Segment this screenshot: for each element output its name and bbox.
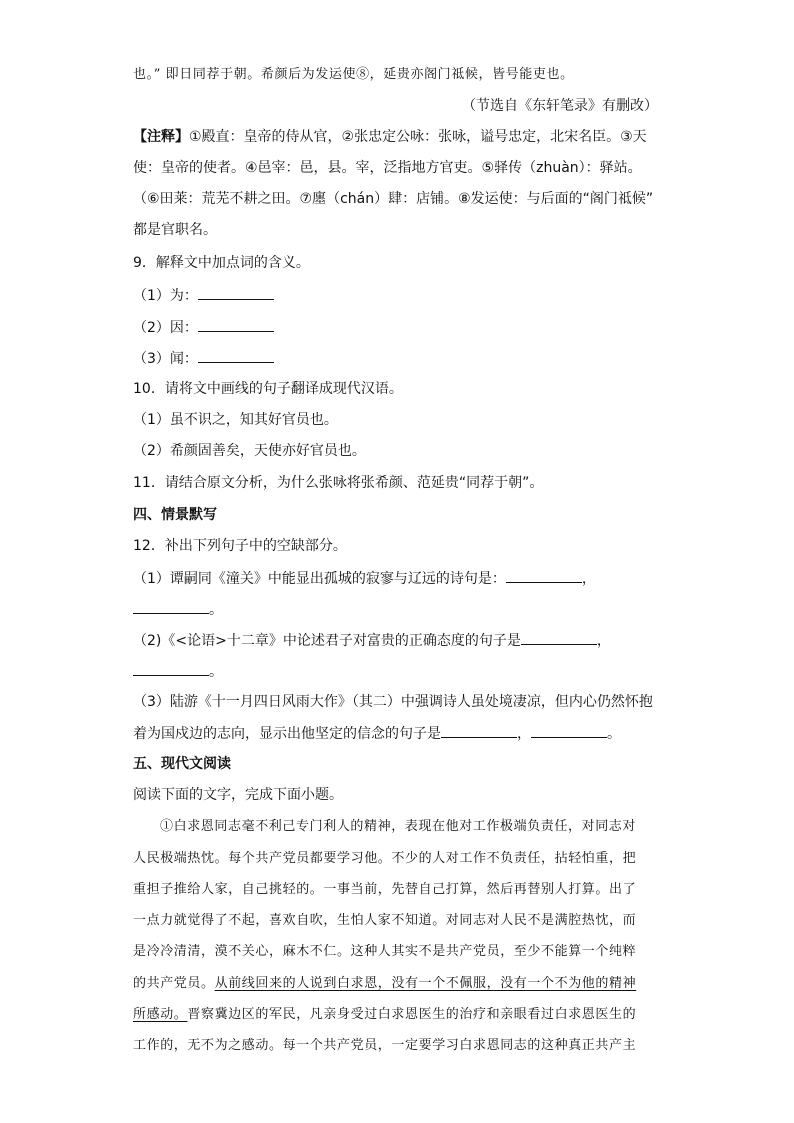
q12-2-comma: ， xyxy=(596,633,611,649)
notes-line-1 xyxy=(133,127,647,147)
q10-stem: 10．请将文中画线的句子翻译成现代汉语。 xyxy=(133,381,403,397)
passage-line-2: 人民极端热忱。每个共产党员都要学习他。不少的人对工作不负责任，拈轻怕重，把 xyxy=(133,851,637,866)
q9-stem: 9．解释文中加点词的含义。 xyxy=(133,255,310,271)
passage-line-5: 是冷冷清清，漠不关心，麻木不仁。这种人其实不是共产党员，至少不能算一个纯粹 xyxy=(133,944,637,959)
notes-text-1: ①殿直：皇帝的侍从官，②张忠定公咏：张咏，谥号忠定，北宋名臣。③天 xyxy=(189,129,647,145)
q9-item-1 xyxy=(133,285,274,305)
q12-3-blank-b[interactable] xyxy=(531,723,607,738)
passage-tail-line: 也。” 即日同荐于朝。希颜后为发运使⑧，延贵亦阁门祗候，皆号能吏也。 xyxy=(133,67,574,82)
section-5-title: 五、现代文阅读 xyxy=(133,756,231,772)
q12-3-blank-a[interactable] xyxy=(441,723,517,738)
q9-answer-blank-1[interactable] xyxy=(198,285,274,300)
q12-1-blank-a[interactable] xyxy=(506,568,582,583)
q12-item-3-text: 着为国戍边的志向，显示出他坚定的信念的句子是 xyxy=(133,726,441,742)
notes-line-4: 都是官职名。 xyxy=(133,222,217,238)
q12-item-1-cont xyxy=(133,599,223,619)
q12-stem: 12．补出下列句子中的空缺部分。 xyxy=(133,538,347,554)
passage-line-6-plain: 的共产党员。 xyxy=(133,976,215,991)
notes-label: 【注释】 xyxy=(133,129,189,145)
q12-2-period: 。 xyxy=(209,664,223,680)
q12-2-blank-a[interactable] xyxy=(521,630,597,645)
q9-item-2-label: （2）因： xyxy=(133,320,198,336)
notes-line-2: 使：皇帝的使者。④邑宰：邑，县。宰，泛指地方官吏。⑤驿传（zhuàn）：驿站。 xyxy=(133,160,642,176)
q12-1-comma: ， xyxy=(581,571,596,587)
underlined-sentence-part-1: 从前线回来的人说到白求恩，没有一个不佩服，没有一个不为他的精神 xyxy=(214,976,637,991)
q9-item-3 xyxy=(133,348,274,368)
notes-line-3: （⑥田莱：荒芜不耕之田。⑦廛（chán）肆：店铺。⑧发运使：与后面的“阁门祗候” xyxy=(133,191,654,207)
underlined-sentence-part-2: 所感动。 xyxy=(133,1007,188,1022)
q12-item-1-text: （1）谭嗣同《潼关》中能显出孤城的寂寥与辽远的诗句是： xyxy=(133,571,506,587)
q12-item-3: （3）陆游《十一月四日风雨大作》（其二）中强调诗人虽处境凄凉，但内心仍然怀抱 xyxy=(133,694,653,710)
q12-item-2 xyxy=(133,630,611,650)
section-4-title: 四、情景默写 xyxy=(133,507,217,523)
q10-item-2: （2）希颜固善矣，天使亦好官员也。 xyxy=(133,443,366,459)
q9-item-3-label: （3）闻： xyxy=(133,351,198,367)
section-5-intro: 阅读下面的文字，完成下面小题。 xyxy=(133,787,343,803)
q9-item-1-label: （1）为： xyxy=(133,288,198,304)
q12-1-period: 。 xyxy=(209,602,223,618)
passage-line-7-plain: 晋察冀边区的军民，凡亲身受过白求恩医生的治疗和亲眼看过白求恩医生的 xyxy=(187,1007,637,1022)
passage-line-4: 一点力就觉得了不起，喜欢自吹，生怕人家不知道。对同志对人民不是满腔热忱，而 xyxy=(133,913,637,928)
q9-answer-blank-3[interactable] xyxy=(198,348,274,363)
q9-answer-blank-2[interactable] xyxy=(198,317,274,332)
q11-stem: 11．请结合原文分析，为什么张咏将张希颜、范延贵“同荐于朝”。 xyxy=(133,475,544,491)
passage-line-8: 工作的，无不为之感动。每一个共产党员，一定要学习白求恩同志的这种真正共产主 xyxy=(133,1038,637,1053)
q12-1-blank-b[interactable] xyxy=(133,599,209,614)
q12-3-comma: ， xyxy=(517,726,531,742)
passage-line-6 xyxy=(133,974,636,994)
passage-line-1: ①白求恩同志毫不利己专门利人的精神，表现在他对工作极端负责任，对同志对 xyxy=(160,819,637,834)
passage-source: （节选自《东轩笔录》有删改） xyxy=(462,98,658,114)
q12-item-2-cont xyxy=(133,661,223,681)
passage-line-3: 重担子推给人家，自己挑轻的。一事当前，先替自己打算，然后再替别人打算。出了 xyxy=(133,882,637,897)
q12-item-2-text: （2)《<论语>十二章》中论述君子对富贵的正确态度的句子是 xyxy=(133,633,521,649)
q12-2-blank-b[interactable] xyxy=(133,661,209,676)
q12-3-period: 。 xyxy=(607,726,621,742)
q12-item-1 xyxy=(133,568,596,588)
q9-item-2 xyxy=(133,317,274,337)
passage-line-7 xyxy=(133,1005,636,1025)
q12-item-3-cont xyxy=(133,723,621,743)
q10-item-1: （1）虽不识之，知其好官员也。 xyxy=(133,412,338,428)
